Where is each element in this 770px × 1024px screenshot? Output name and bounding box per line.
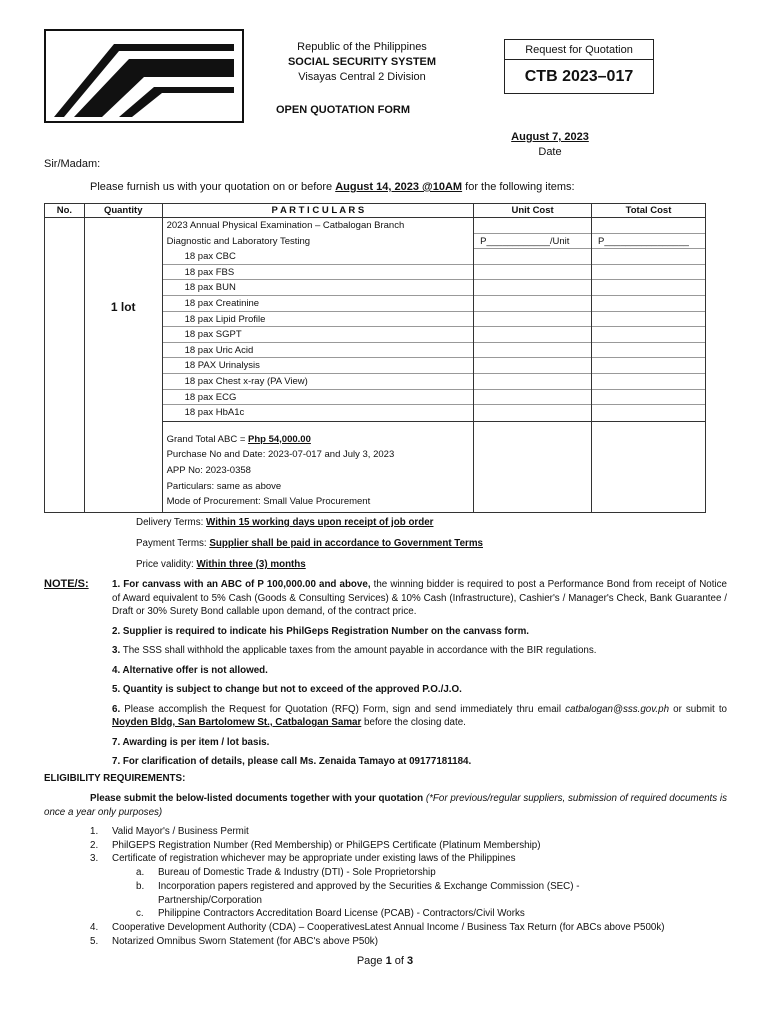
rfq-label: Request for Quotation <box>505 40 653 60</box>
list-item: 18 pax ECG <box>163 390 474 406</box>
page-prefix: Page <box>356 955 386 967</box>
req-num: 1. <box>90 826 99 837</box>
delivery-value: Within 15 working days upon receipt of job order <box>206 517 434 528</box>
sub-num: b. <box>136 880 145 892</box>
total-cost-blank: P________________ <box>592 234 705 250</box>
sub-num: c. <box>136 908 144 920</box>
note-3-num: 3. <box>112 645 121 656</box>
date-block <box>500 130 600 160</box>
note-3 <box>112 644 727 658</box>
list-item: 18 pax Uric Acid <box>163 343 474 359</box>
particulars-same-line: Particulars: same as above <box>166 480 282 492</box>
office-address: Noyden Bldg, San Bartolomew St., Catbalogan Samar <box>112 717 362 728</box>
particulars-title-2: Diagnostic and Laboratory Testing <box>166 235 311 247</box>
sub-text: Partnership/Corporation <box>158 894 263 906</box>
date-label: Date <box>538 146 562 158</box>
note-2 <box>112 625 727 639</box>
form-title: OPEN QUOTATION FORM <box>276 104 411 116</box>
email-link[interactable]: catbalogan@sss.gov.ph <box>565 703 670 715</box>
abc-label: Grand Total ABC = <box>166 433 249 445</box>
req-num: 2. <box>90 839 99 851</box>
note-2-text: 2. Supplier is required to indicate his PhilGeps Registration Number on the canvass form. <box>112 625 530 637</box>
note-1-rest: the winning bidder is required to post a Performance Bond from receipt of Notice of Award equivalent to 5% Cash (Goods & Consulting Services) & 10% Cash (Infrastructure), Cashier's / Manager's Check, Bank Guarantee / Draft or 30% Surety Bond callable upon demand, of the contract price. <box>112 579 727 617</box>
quotation-table <box>44 203 706 513</box>
list-item <box>90 894 750 908</box>
list-item <box>90 866 750 880</box>
eligibility-title: ELIGIBILITY REQUIREMENTS: <box>44 773 186 784</box>
note-3-text: The SSS shall withhold the applicable taxes from the amount payable in accordance with the BIR regulations. <box>120 645 597 656</box>
eligibility-intro <box>44 792 734 820</box>
note-6-num: 6. <box>112 703 121 715</box>
sub-text: Incorporation papers registered and approved by the Securities & Exchange Commission (SEC) - <box>158 880 580 892</box>
page-number <box>0 955 770 967</box>
list-item: 18 pax HbA1c <box>184 407 245 419</box>
list-item <box>90 839 750 853</box>
abc-value: Php 54,000.00 <box>248 433 311 445</box>
delivery-label: Delivery Terms: <box>136 517 207 528</box>
note-1-bold: 1. For canvass with an ABC of P 100,000.00 and above, <box>112 579 371 590</box>
sub-num: a. <box>136 867 145 879</box>
list-item: 18 pax Lipid Profile <box>163 312 474 328</box>
list-item <box>90 880 750 894</box>
list-item: 18 pax SGPT <box>163 327 474 343</box>
note-8-text: 7. For clarification of details, please call Ms. Zenaida Tamayo at 09177181184. <box>112 756 472 767</box>
sss-logo-graphic <box>44 29 244 123</box>
notes-list <box>112 578 727 775</box>
cell-unit-cost <box>474 218 592 422</box>
particulars-title-1: 2023 Annual Physical Examination – Catbalogan Branch <box>166 220 405 231</box>
note-5 <box>112 683 727 697</box>
salutation: Sir/Madam: <box>44 158 101 170</box>
payment-terms <box>136 538 483 549</box>
note-6-end: before the closing date. <box>361 717 466 728</box>
notes-label: NOTE/S: <box>44 578 89 590</box>
table-row <box>45 218 706 422</box>
date-value: August 7, 2023 <box>511 131 589 143</box>
page-current: 1 <box>385 955 392 967</box>
purchase-line: Purchase No and Date: 2023-07-017 and July 3, 2023 <box>166 449 395 461</box>
unit-cost-blank: P____________/Unit <box>474 234 591 250</box>
note-7-text: 7. Awarding is per item / lot basis. <box>112 736 270 748</box>
abc-line <box>167 432 474 448</box>
intro-before: Please furnish us with your quotation on or before <box>90 181 336 193</box>
req-num: 3. <box>90 853 99 865</box>
note-7 <box>112 736 727 750</box>
col-header-no: No. <box>45 204 85 218</box>
payment-label: Payment Terms: <box>136 538 210 549</box>
col-header-unit-cost: Unit Cost <box>474 204 592 218</box>
page-total: 3 <box>407 955 414 967</box>
header-line-sss: SOCIAL SECURITY SYSTEM <box>287 56 437 68</box>
mode-line: Mode of Procurement: Small Value Procurement <box>166 496 371 508</box>
list-item: 18 pax FBS <box>163 265 474 281</box>
sub-text: Bureau of Domestic Trade & Industry (DTI) - Sole Proprietorship <box>158 867 436 879</box>
note-8 <box>112 755 727 769</box>
req-text: Valid Mayor's / Business Permit <box>112 826 249 837</box>
app-line: APP No: 2023-0358 <box>166 464 251 476</box>
sub-num <box>136 894 158 908</box>
delivery-terms <box>136 517 434 528</box>
eligibility-intro-bold: Please submit the below-listed documents together with your quotation <box>90 793 426 804</box>
list-item: 18 pax BUN <box>163 280 474 296</box>
cell-quantity: 1 lot <box>84 218 162 513</box>
payment-value: Supplier shall be paid in accordance to Government Terms <box>209 538 483 549</box>
list-item: 18 pax Chest x-ray (PA View) <box>163 374 474 390</box>
col-header-quantity: Quantity <box>84 204 162 218</box>
rfq-number: CTB 2023–017 <box>524 68 634 85</box>
cell-particulars <box>162 218 474 422</box>
note-4 <box>112 664 727 678</box>
list-item <box>90 907 750 921</box>
cell-summary <box>162 421 474 512</box>
agency-header <box>262 40 462 85</box>
intro-line <box>90 181 575 193</box>
note-6-mid: or submit to <box>669 703 727 715</box>
table-header-row <box>45 204 706 218</box>
req-text: PhilGEPS Registration Number (Red Membership) or PhilGEPS Certificate (Platinum Membership) <box>112 839 541 851</box>
requirements-list <box>90 825 750 948</box>
note-1 <box>112 578 727 619</box>
col-header-particulars: P A R T I C U L A R S <box>162 204 474 218</box>
sub-text: Philippine Contractors Accreditation Board License (PCAB) - Contractors/Civil Works <box>158 908 525 920</box>
req-num: 5. <box>90 935 99 947</box>
list-item <box>90 825 750 839</box>
page-of: of <box>391 955 408 967</box>
cell-no <box>45 218 85 513</box>
req-text: Cooperative Development Authority (CDA) – CooperativesLatest Annual Income / Business Tax Return (for ABCs above P500k) <box>112 921 665 933</box>
cell-total-cost <box>592 218 706 422</box>
note-6-text: Please accomplish the Request for Quotation (RFQ) Form, sign and send immediately thru email <box>120 703 566 715</box>
list-item: 18 pax CBC <box>163 249 474 265</box>
req-text: Certificate of registration whichever may be appropriate under existing laws of the Philippines <box>112 853 516 865</box>
cell-summary-total <box>592 421 706 512</box>
list-item <box>90 935 750 949</box>
note-6 <box>112 703 727 730</box>
rfq-box <box>504 39 654 94</box>
list-item: 18 PAX Urinalysis <box>163 358 474 374</box>
col-header-total-cost: Total Cost <box>592 204 706 218</box>
sss-logo <box>44 29 244 123</box>
header-line-division: Visayas Central 2 Division <box>298 71 426 83</box>
note-5-text: 5. Quantity is subject to change but not to exceed of the approved P.O./J.O. <box>112 684 462 695</box>
validity-value: Within three (3) months <box>196 559 306 570</box>
header-line-republic: Republic of the Philippines <box>297 41 427 53</box>
cell-summary-unit <box>474 421 592 512</box>
validity-label: Price validity: <box>136 559 197 570</box>
intro-after: for the following items: <box>462 181 575 193</box>
req-text: Notarized Omnibus Sworn Statement (for ABC's above P50k) <box>112 935 378 947</box>
note-4-text: 4. Alternative offer is not allowed. <box>112 664 268 676</box>
intro-deadline: August 14, 2023 @10AM <box>335 181 463 193</box>
req-num: 4. <box>90 921 99 933</box>
list-item <box>90 852 750 866</box>
list-item: 18 pax Creatinine <box>163 296 474 312</box>
list-item <box>90 921 750 935</box>
price-validity <box>136 559 306 570</box>
eligibility-intro-italic: (*For previous/regular suppliers, submission of required documents is once a year only purposes) <box>44 793 727 818</box>
